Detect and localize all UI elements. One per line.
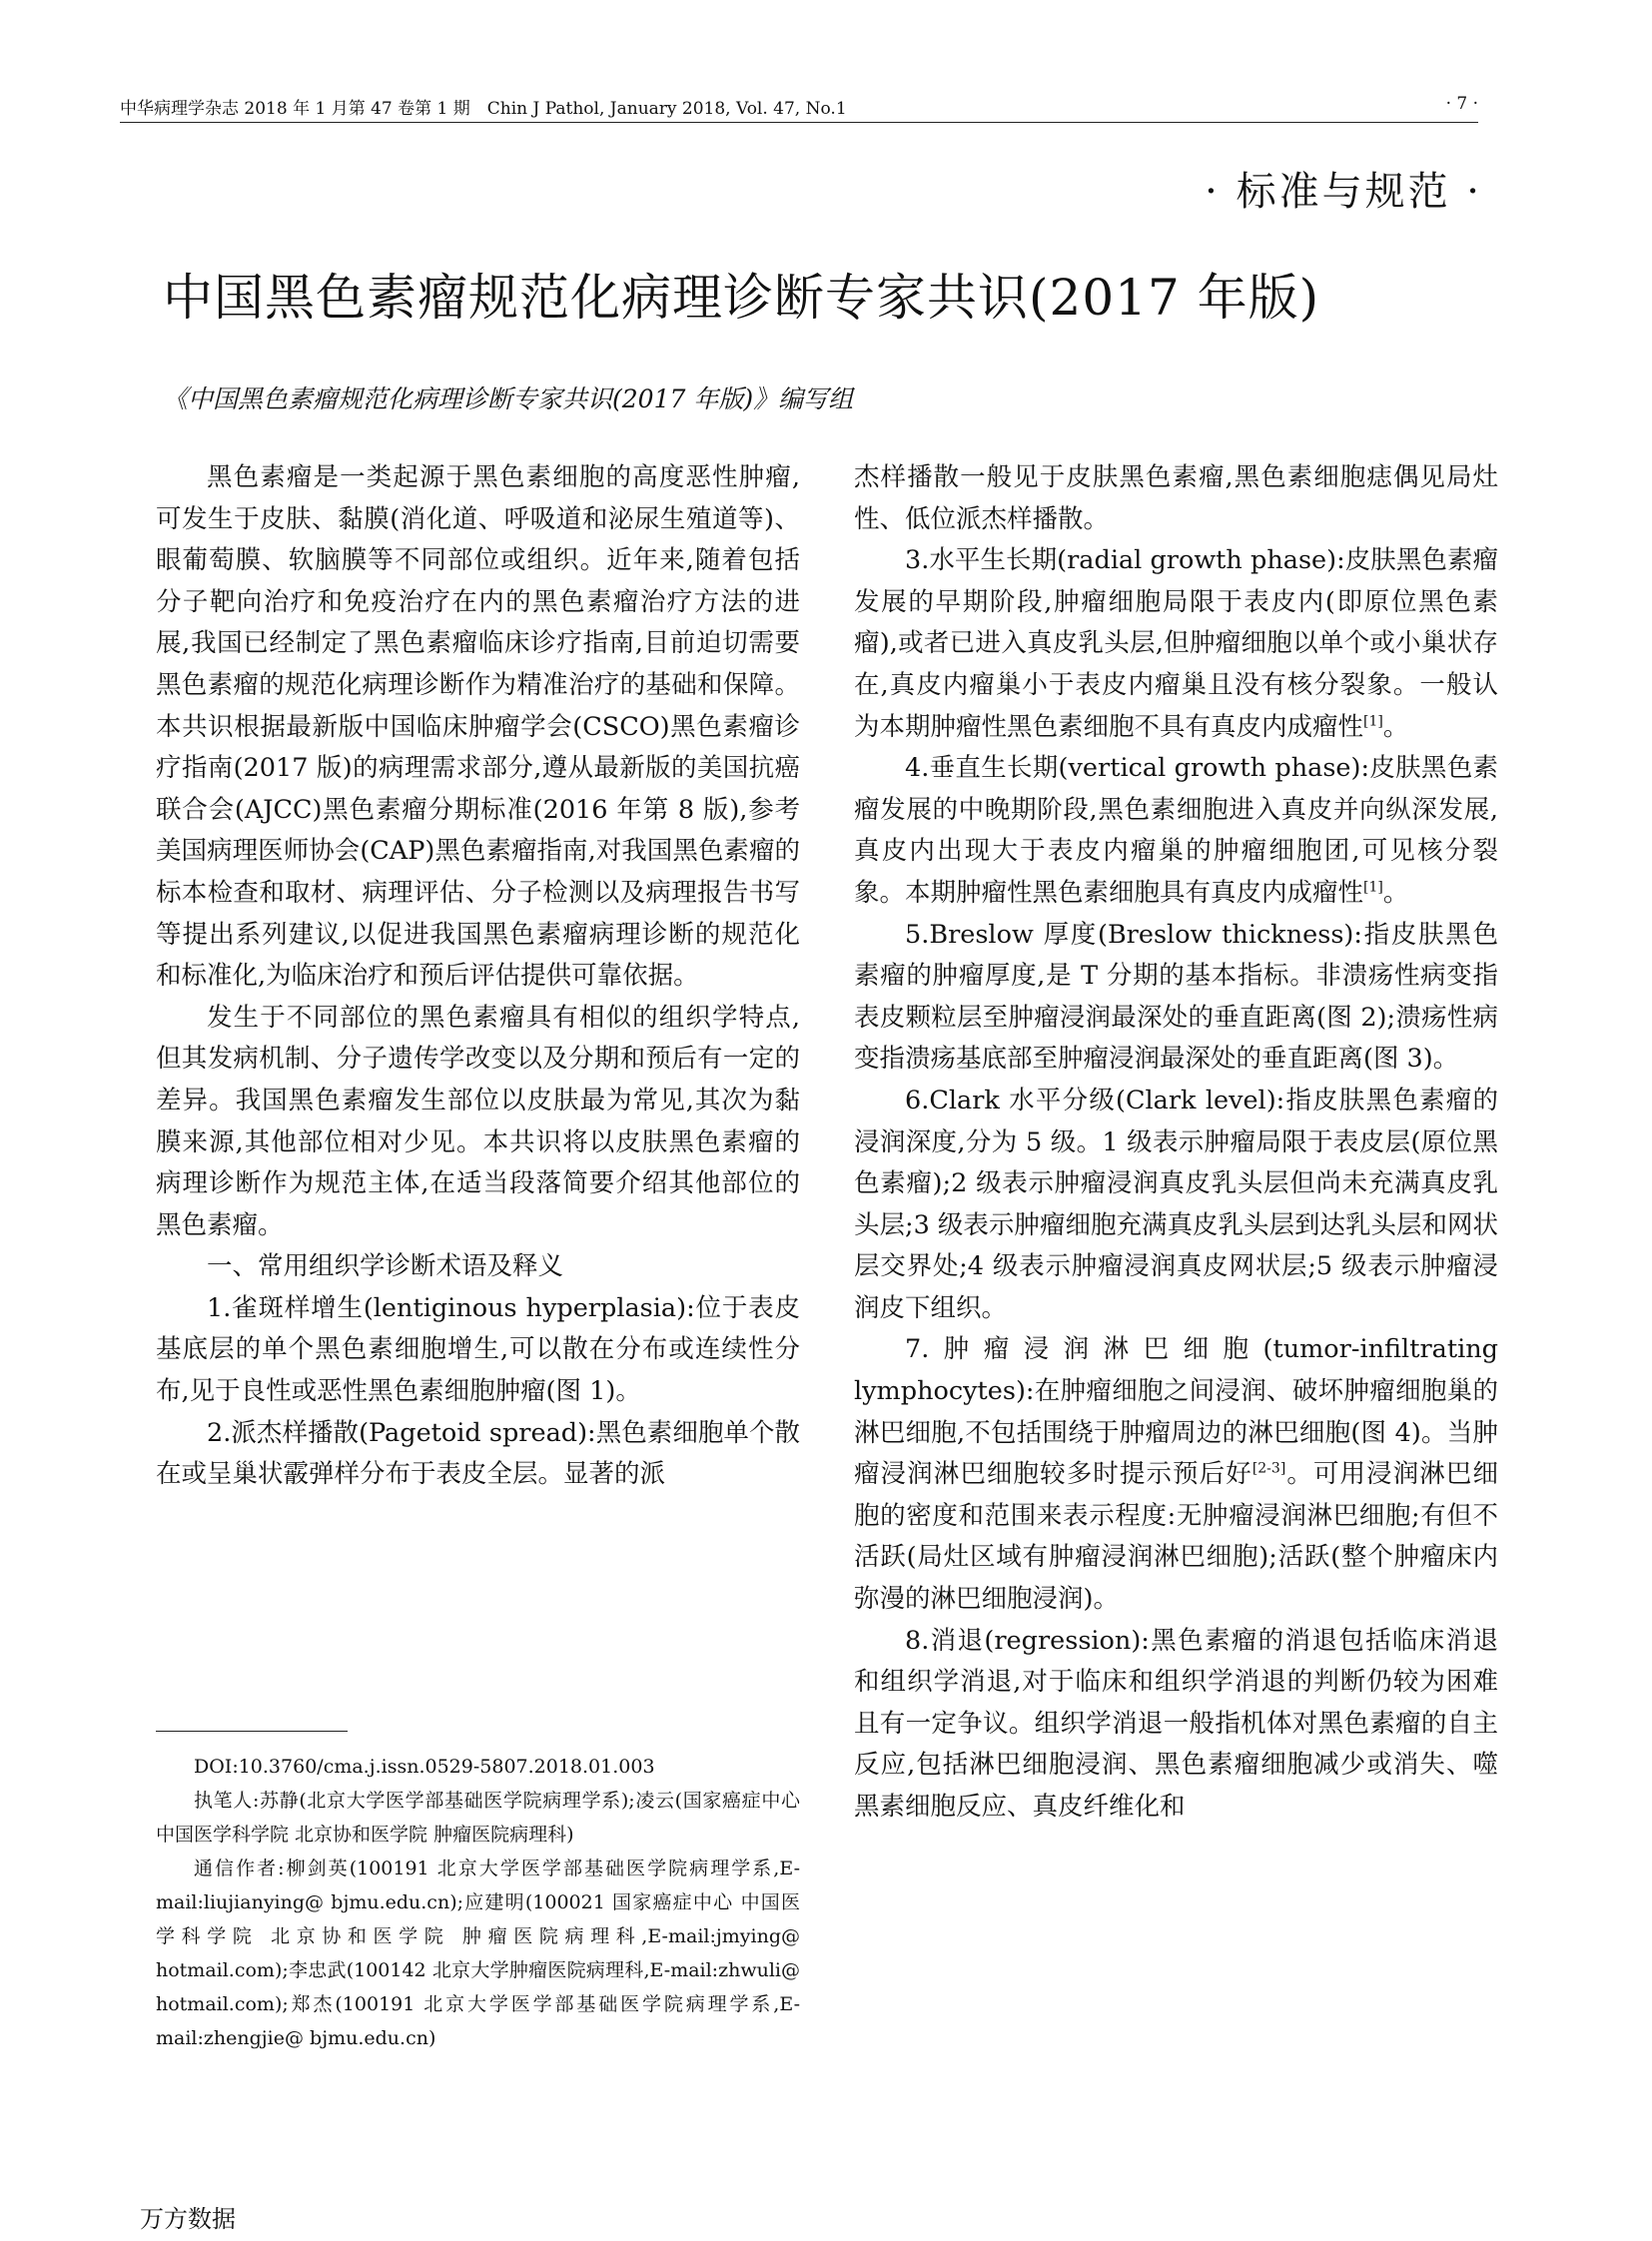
- article-title: 中国黑色素瘤规范化病理诊断专家共识(2017 年版): [163, 269, 1320, 327]
- citation-ref[interactable]: [2-3]: [1251, 1460, 1286, 1477]
- doi-line[interactable]: DOI:10.3760/cma.j.issn.0529-5807.2018.01.003: [194, 1756, 655, 1778]
- paragraph: [854, 748, 1498, 914]
- paragraph-text: 4.垂直生长期(vertical growth phase):皮肤黑色素瘤发展的中晚期阶段,黑色素细胞进入真皮并向纵深发展,真皮内出现大于表皮内瘤巢的肿瘤细胞团,可见核分裂象。本期肿瘤性黑色素细胞具有真皮内成瘤性: [854, 753, 1498, 908]
- left-column: [156, 457, 800, 1496]
- watermark: 万方数据: [140, 2205, 236, 2233]
- paragraph: [854, 540, 1498, 748]
- running-header: [120, 92, 1478, 123]
- paragraph: 1.雀斑样增生(lentiginous hyperplasia):位于表皮基底层的单个黑色素细胞增生,可以散在分布或连续性分布,见于良性或恶性黑色素细胞肿瘤(图 1)。: [156, 1292, 800, 1407]
- paragraph: 杰样播散一般见于皮肤黑色素瘤,黑色素细胞痣偶见局灶性、低位派杰样播散。: [854, 462, 1498, 534]
- paragraph: 8.消退(regression):黑色素瘤的消退包括临床消退和组织学消退,对于临床和组织学消退的判断仍较为困难且有一定争议。组织学消退一般指机体对黑色素瘤的自主反应,包括淋巴细胞浸润、黑色素瘤细胞减少或消失、噬黑素细胞反应、真皮纤维化和: [854, 1625, 1498, 1822]
- section-label: · 标准与规范 ·: [1205, 169, 1482, 215]
- paragraph-text: 。可用浸润淋巴细胞的密度和范围来表示程度:无肿瘤浸润淋巴细胞;有但不活跃(局灶区域有肿瘤浸润淋巴细胞);活跃(整个肿瘤床内弥漫的淋巴细胞浸润)。: [854, 1459, 1498, 1615]
- journal-citation: 中华病理学杂志 2018 年 1 月第 47 卷第 1 期 Chin J Pathol, January 2018, Vol. 47, No.1: [120, 99, 847, 119]
- right-column: [854, 457, 1498, 1829]
- paragraph-text: 3.水平生长期(radial growth phase):皮肤黑色素瘤发展的早期阶段,肿瘤细胞局限于表皮内(即原位黑色素瘤),或者已进入真皮乳头层,但肿瘤细胞以单个或小巢状存在,真皮内瘤巢小于表皮内瘤巢且没有核分裂象。一般认为本期肿瘤性黑色素细胞不具有真皮内成瘤性: [854, 545, 1498, 742]
- author-group: 《中国黑色素瘤规范化病理诊断专家共识(2017 年版)》编写组: [163, 384, 854, 413]
- paragraph: 发生于不同部位的黑色素瘤具有相似的组织学特点,但其发病机制、分子遗传学改变以及分期和预后有一定的差异。我国黑色素瘤发生部位以皮肤最为常见,其次为黏膜来源,其他部位相对少见。本共识将以皮肤黑色素瘤的病理诊断作为规范主体,在适当段落简要介绍其他部位的黑色素瘤。: [156, 1002, 800, 1240]
- paragraph-end: 。: [1382, 711, 1409, 742]
- citation-ref[interactable]: [1]: [1363, 713, 1383, 730]
- page-number: · 7 ·: [1445, 94, 1478, 114]
- footnotes: [156, 1750, 800, 2055]
- section-heading: 一、常用组织学诊断术语及释义: [207, 1251, 564, 1282]
- paragraph: 5.Breslow 厚度(Breslow thickness):指皮肤黑色素瘤的肿瘤厚度,是 T 分期的基本指标。非溃疡性病变指表皮颗粒层至肿瘤浸润最深处的垂直距离(图 2);溃疡性病变指溃疡基底部至肿瘤浸润最深处的垂直距离(图 3)。: [854, 919, 1498, 1075]
- paragraph-end: 。: [1382, 877, 1409, 908]
- citation-ref[interactable]: [1]: [1363, 879, 1383, 896]
- paragraph: [854, 1329, 1498, 1620]
- footnote-divider: [156, 1731, 348, 1732]
- writers-note: 执笔人:苏静(北京大学医学部基础医学院病理学系);凌云(国家癌症中心 中国医学科学院 北京协和医学院 肿瘤医院病理科): [156, 1790, 800, 1846]
- paragraph: 6.Clark 水平分级(Clark level):指皮肤黑色素瘤的浸润深度,分为 5 级。1 级表示肿瘤局限于表皮层(原位黑色素瘤);2 级表示肿瘤浸润真皮乳头层但尚未充满真皮乳头层;3 级表示肿瘤细胞充满真皮乳头层到达乳头层和网状层交界处;4 级表示肿瘤浸润真皮网状层;5 级表示肿瘤浸润皮下组织。: [854, 1085, 1498, 1323]
- paragraph: 2.派杰样播散(Pagetoid spread):黑色素细胞单个散在或呈巢状霰弹样分布于表皮全层。显著的派: [156, 1417, 800, 1490]
- paragraph: 黑色素瘤是一类起源于黑色素细胞的高度恶性肿瘤,可发生于皮肤、黏膜(消化道、呼吸道和泌尿生殖道等)、眼葡萄膜、软脑膜等不同部位或组织。近年来,随着包括分子靶向治疗和免疫治疗在内的黑色素瘤治疗方法的进展,我国已经制定了黑色素瘤临床诊疗指南,目前迫切需要黑色素瘤的规范化病理诊断作为精准治疗的基础和保障。本共识根据最新版中国临床肿瘤学会(CSCO)黑色素瘤诊疗指南(2017 版)的病理需求部分,遵从最新版的美国抗癌联合会(AJCC)黑色素瘤分期标准(2016 年第 8 版),参考美国病理医师协会(CAP)黑色素瘤指南,对我国黑色素瘤的标本检查和取材、病理评估、分子检测以及病理报告书写等提出系列建议,以促进我国黑色素瘤病理诊断的规范化和标准化,为临床治疗和预后评估提供可靠依据。: [156, 462, 800, 992]
- corresponding-author-note: 通信作者:柳剑英(100191 北京大学医学部基础医学院病理学系,E-mail:liujianying@ bjmu.edu.cn);应建明(100021 国家癌症中心 中国医学科学院 北京协和医学院 肿瘤医院病理科,E-mail:jmying@ hotmail.com);李忠武(100142 北京大学肿瘤医院病理科,E-mail:zhwuli@ hotmail.com);郑杰(100191 北京大学医学部基础医学院病理学系,E-mail:zhengjie@ bjmu.edu.cn): [156, 1858, 800, 2049]
- paragraph-text: 7.肿瘤浸润淋巴细胞(tumor-infiltrating lymphocytes):在肿瘤细胞之间浸润、破坏肿瘤细胞巢的淋巴细胞,不包括围绕于肿瘤周边的淋巴细胞(图 4)。当肿瘤浸润淋巴细胞较多时提示预后好: [854, 1334, 1498, 1490]
